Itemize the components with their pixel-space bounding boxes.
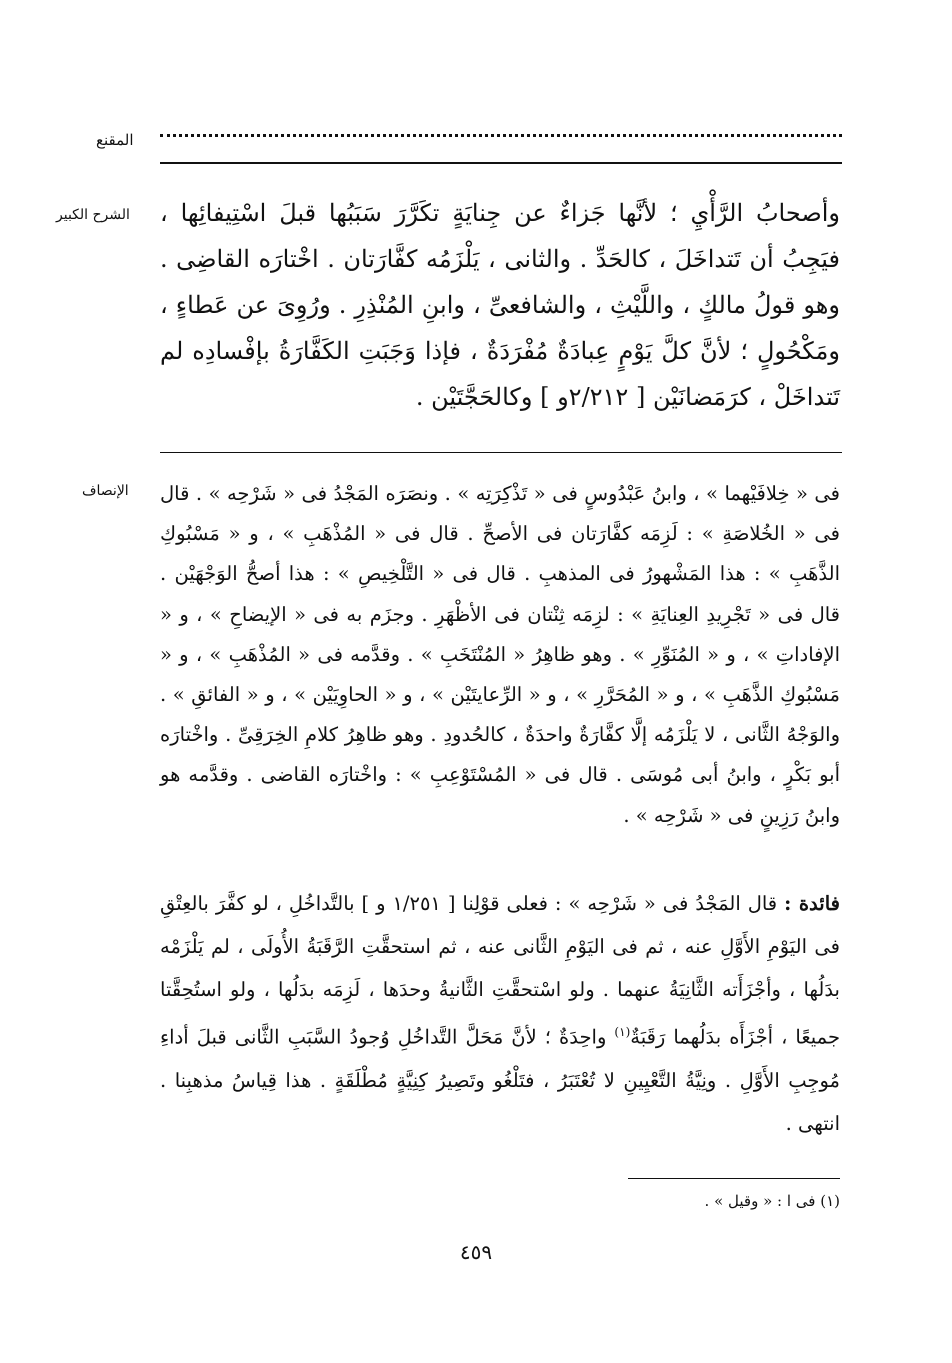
footnote: (١) فى ا : « وقيل » . [704, 1192, 840, 1210]
sharh-text: وأصحابُ الرَّأْيِ ؛ لأنَّها جَزاءٌ عن جِنايَةٍ تكَرَّرَ سَبَبُها قبلَ اسْتِيفائِها ، فيَجِبُ أن تَتداخَلَ ، كالحَدِّ . والثانى ، يَلْزَمُه كفَّارَتان . اخْتارَه القاضِى . وهو قولُ مالكٍ ، واللَّيْثِ ، والشافعىِّ ، وابنِ المُنْذِرِ . ورُوِىَ عن عَطاءٍ ، ومَكْحُولٍ ؛ لأنَّ كلَّ يَوْمٍ عِبادَةٌ مُفْرَدَةٌ ، فإذا وَجَبَتِ الكَفَّارَةُ بإفْسادِه لم تَتداخَلْ ، كرَمَضانَيْن [ ٢/٢١٢و ] وكالحَجَّتَيْن . [160, 199, 840, 411]
running-header-book-title: المقنع [96, 131, 134, 149]
header-rule [160, 162, 842, 164]
insaf-paragraph [160, 474, 840, 836]
faida-paragraph [160, 882, 840, 1145]
margin-label-sharh: الشرح الكبير [56, 207, 130, 223]
page-number: ٤٥٩ [459, 1240, 493, 1264]
faida-heading: فائدة : [784, 892, 840, 915]
faida-text: قال المَجْدُ فى « شَرْحِه » : فعلى قوْلِنا [ ١/٢٥١ و ] بالتَّداخُلِ ، لو كفَّرَ بالعِتْقِ فى اليَوْمِ الأَوَّلِ عنه ، ثم فى اليَوْمِ الثَّانى عنه ، ثم استحقَّتِ الرَّقَبَةُ الأُولَى ، لم يَلْزَمْه بدَلُها ، وأجْزَأَته الثَّانِيَةُ عنهما . ولو اسْتحقَّتِ الثَّانيةُ وحدَها ، لَزِمَه بدَلُها ، ولو استُحِقَّتا جميعًا ، أجْزَأَه بدَلُهما رَقَبَةٌ [160, 892, 840, 1049]
insaf-text: فى « خِلافَيْهما » ، وابنُ عَبْدُوسٍ فى « تَذْكِرَتِه » . ونصَرَه المَجْدُ فى « شَرْحِه » . قال فى « الخُلاصَةِ » : لَزِمَه كفَّارَتان فى الأصحِّ . قال فى « المُذْهَبِ » ، و « مَسْبُوكِ الذَّهَبِ » : هذا المَشْهورُ فى المذهبِ . قال فى « التَّلْخِيصِ » : هذا أصحُّ الوَجْهَيْن . قال فى « تَجْرِيدِ العِنايَةِ » : لزِمَه ثِنْتان فى الأظْهَرِ . وجزَم به فى « الإيضاحِ » ، و « الإفاداتِ » ، و « المُنَوِّرِ » . وهو ظاهِرُ « المُنْتَخَبِ » . وقدَّمه فى « المُذْهَبِ » ، و « مَسْبُوكِ الذَّهَبِ » ، و « المُحَرَّرِ » ، و « الرِّعايتَيْن » ، و « الحاوِيَيْن » ، و « الفائقِ » . والوَجْهُ الثَّانى ، لا يَلْزَمُه إلَّا كفَّارَةٌ واحدَةٌ ، كالحُدودِ . وهو ظاهِرُ كلامِ الخِرَقِىِّ . واخْتارَه أبو بَكْرٍ ، وابنُ أبى مُوسَى . قال فى « المُسْتَوْعِبِ » : واخْتارَه القاضى . وقدَّمه هو وابنُ رَزِينٍ فى « شَرْحِه » . [160, 482, 840, 827]
footnote-rule [628, 1178, 840, 1179]
sharh-paragraph [160, 190, 840, 420]
header-dotted-line [160, 134, 842, 137]
margin-label-insaf: الإنصاف [82, 483, 129, 499]
faida-body [160, 882, 840, 1145]
section-separator [160, 452, 842, 453]
footnote-ref: (١) [614, 1025, 631, 1039]
faida-text-2: واحِدَةٌ ؛ لأنَّ مَحَلَّ التَّداخُلِ وُجودُ السَّبَبِ الثَّانى قبلَ أداءِ مُوجِبِ الأَوَّلِ . ونِيَّةُ التَّعْيِينِ لا تُعْتَبَرُ ، فتَلْغُو وتَصِيرُ كِنِيَّةٍ مُطْلَقَةٍ . هذا قِياسُ مذهبِنا . انتهى . [160, 1025, 840, 1135]
